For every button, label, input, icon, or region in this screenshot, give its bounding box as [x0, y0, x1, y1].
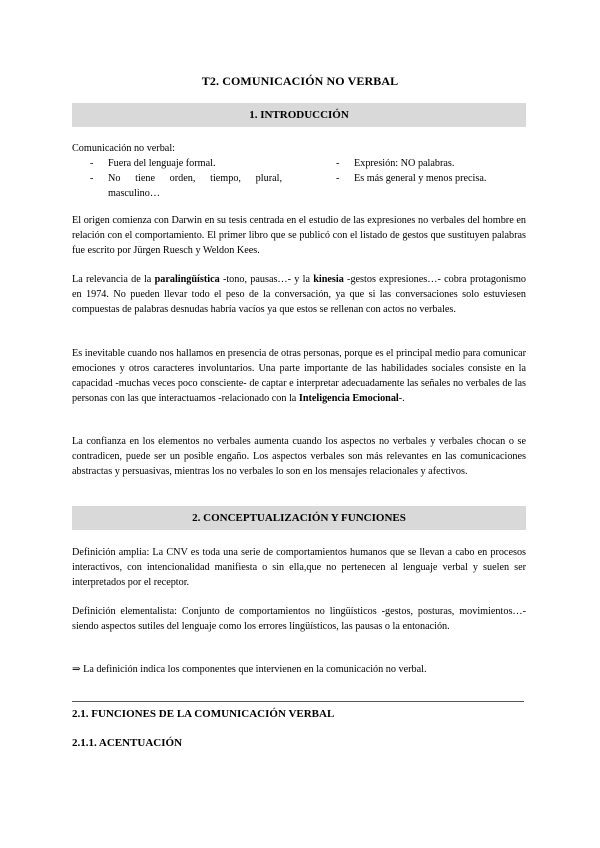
paragraph-confianza: La confianza en los elementos no verbales aumenta cuando los aspectos no verbales y verbales chocan o se contradicen, puede ser un posible engaño. Los aspectos verbales son más relevantes en las comunicaciones abstractas y persuasivas, mientras los no verbales lo son en los mensajes relacionales y afectivos.: [72, 436, 526, 477]
paragraph-definicion-elementalista: Definición elementalista: Conjunto de comportamientos no lingüísticos -gestos, posturas, movimientos…- siendo aspectos sutiles del lenguaje como los errores lingüísticos, las pausas o la entonación.: [72, 606, 526, 632]
document-title: T2. COMUNICACIÓN NO VERBAL: [201, 74, 399, 88]
section-heading-introduccion: 1. INTRODUCCIÓN: [72, 103, 526, 127]
subheading-acentuacion: 2.1.1. ACENTUACIÓN: [72, 737, 183, 749]
paragraph-inevitable: Es inevitable cuando nos hallamos en presencia de otras personas, porque es el principal medio para comunicar emociones y otros caracteres involuntarios. Una parte importante de las habilidades sociales consiste en la capacidad -muchas veces poco consciente- de captar e interpretar adecuadamente las señales no verbales de las personas con las que interactuamos -relacionado con la Inteligencia Emocional-.: [72, 348, 526, 404]
horizontal-divider: [72, 701, 524, 702]
list-item: - Expresión: NO palabras.: [336, 158, 455, 169]
paragraph-relevancia: La relevancia de la paralingüística -tono, pausas…- y la kinesia -gestos expresiones…- cobra protagonismo en 1974. No pueden llevar todo el peso de la conversación, ya que si las conversaciones solo estuviesen compuestas de palabras desnudas habría vacíos ya que estos se rellenan con actos no verbales.: [72, 274, 526, 315]
paragraph-arrow-note: ⇒ La definición indica los componentes que intervienen en la comunicación no verbal.: [72, 664, 427, 675]
bullet-list-left: [90, 156, 282, 201]
bullet-list-right: [336, 156, 526, 186]
list-item: - Es más general y menos precisa.: [336, 173, 487, 184]
section-heading-conceptualizacion: 2. CONCEPTUALIZACIÓN Y FUNCIONES: [72, 506, 526, 530]
list-item: - Fuera del lenguaje formal.: [90, 158, 216, 169]
paragraph-definicion-amplia: Definición amplia: La CNV es toda una serie de comportamientos humanos que se llevan a cabo en procesos interactivos, con intencionalidad manifiesta o sin ella,que no pertenecen al lenguaje verbal y suelen ser interpretados por el receptor.: [72, 547, 526, 588]
paragraph-origen: El origen comienza con Darwin en su tesis centrada en el estudio de las expresiones no verbales del hombre en relación con el comportamiento. El primer libro que se publicó con el listado de gestos que sustituyen palabras fue escrito por Jürgen Ruesch y Weldon Kees.: [72, 215, 526, 256]
arrow-icon: ⇒: [72, 664, 81, 675]
intro-label: Comunicación no verbal:: [72, 143, 175, 154]
list-item: - No tiene orden, tiempo, plural, masculino…: [90, 173, 282, 199]
subheading-funciones: 2.1. FUNCIONES DE LA COMUNICACIÓN VERBAL: [72, 708, 335, 720]
